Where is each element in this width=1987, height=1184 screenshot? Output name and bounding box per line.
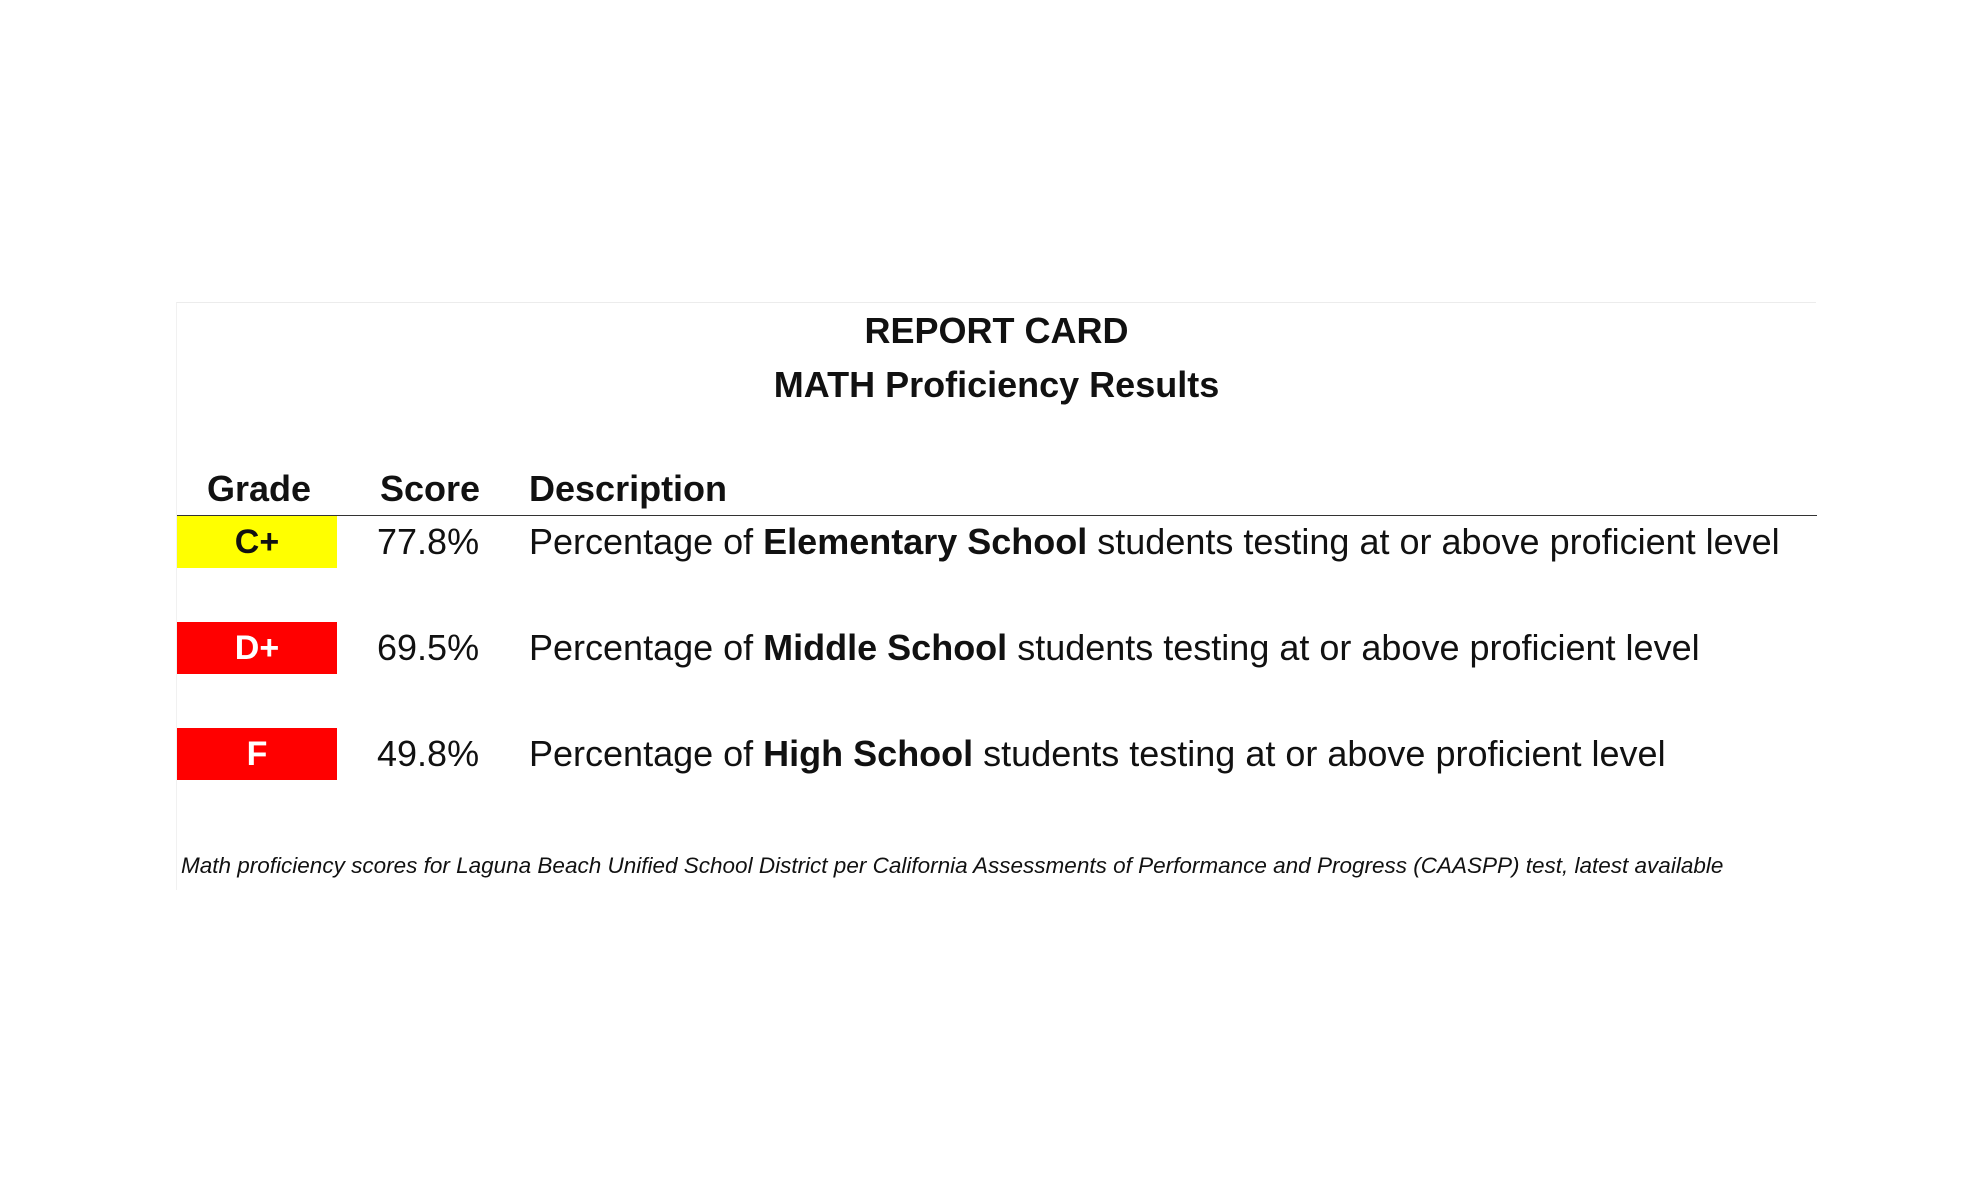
description-suffix: students testing at or above proficient level	[1007, 627, 1700, 668]
table-row-high	[177, 728, 1817, 780]
row-description	[529, 516, 1780, 568]
score-column-header: Score	[380, 468, 481, 509]
footnote: Math proficiency scores for Laguna Beach Unified School District per California Assessments of Performance and Progress (CAASPP) test, latest available	[181, 853, 1724, 878]
row-description	[529, 728, 1666, 780]
school-level: Middle School	[763, 627, 1008, 668]
grade-badge: D+	[177, 622, 337, 674]
description-suffix: students testing at or above proficient level	[1087, 521, 1780, 562]
description-prefix: Percentage of	[529, 733, 764, 774]
description-suffix: students testing at or above proficient level	[973, 733, 1666, 774]
table-row-elementary	[177, 516, 1817, 568]
grade-badge: F	[177, 728, 337, 780]
report-card	[176, 302, 1816, 890]
report-subtitle: MATH Proficiency Results	[773, 364, 1220, 405]
description-prefix: Percentage of	[529, 521, 764, 562]
row-description	[529, 622, 1700, 674]
school-level: High School	[763, 733, 974, 774]
score-value: 49.8%	[377, 733, 480, 774]
school-level: Elementary School	[763, 521, 1088, 562]
description-column-header: Description	[529, 468, 728, 509]
report-title: REPORT CARD	[864, 310, 1129, 351]
grade-column-header: Grade	[207, 468, 312, 509]
score-value: 77.8%	[377, 521, 480, 562]
table-row-middle	[177, 622, 1817, 674]
score-value: 69.5%	[377, 627, 480, 668]
grade-badge: C+	[177, 516, 337, 568]
description-prefix: Percentage of	[529, 627, 764, 668]
